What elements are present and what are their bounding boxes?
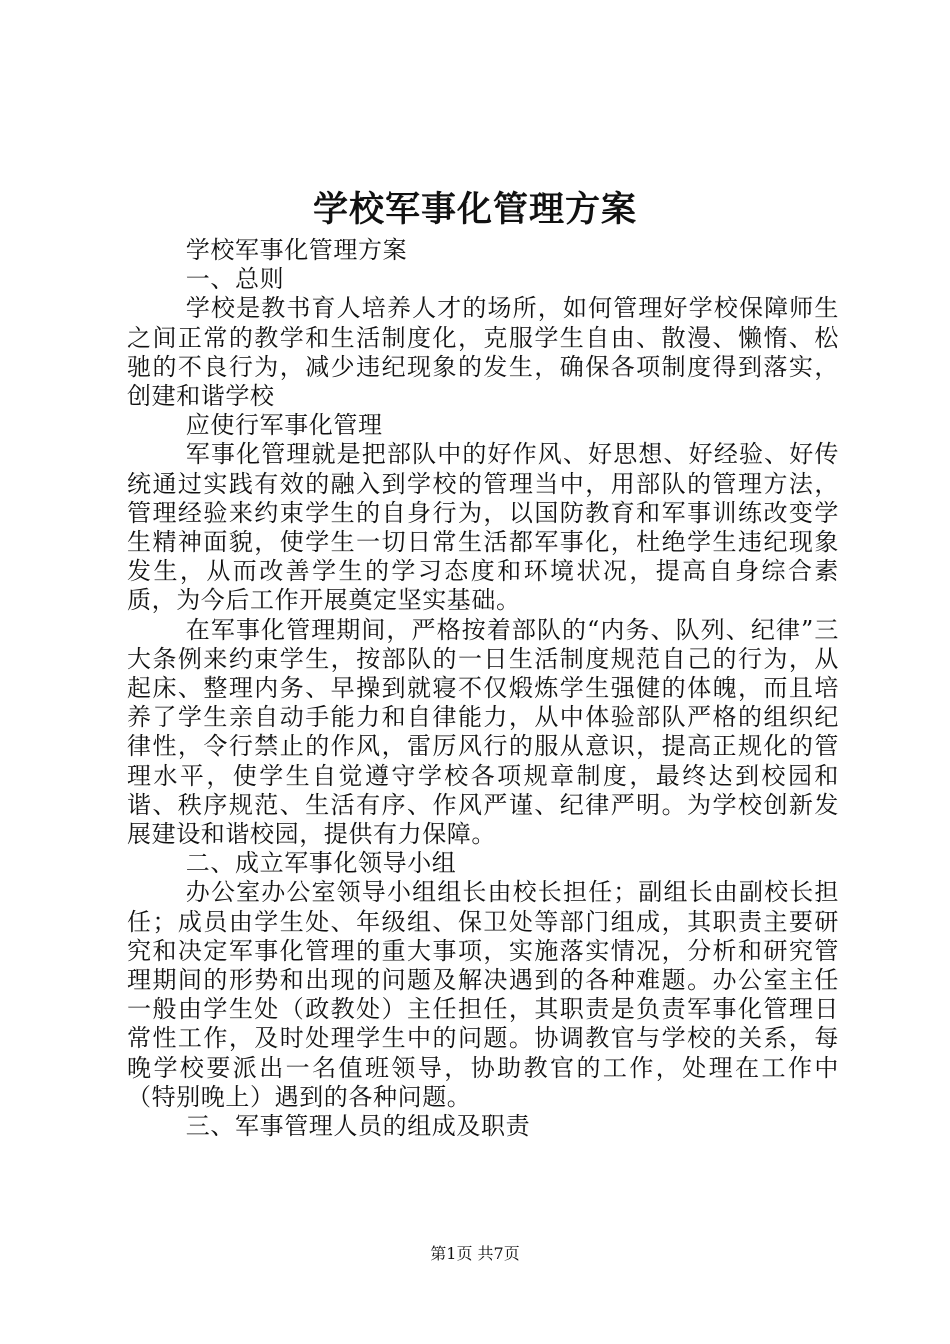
paragraph-doc-name: 学校军事化管理方案 bbox=[185, 236, 408, 264]
document-title: 学校军事化管理方案 bbox=[312, 189, 637, 230]
document-body bbox=[127, 236, 839, 1141]
section-heading-leadership: 二、成立军事化领导小组 bbox=[185, 849, 457, 878]
paragraph-definition: 军事化管理就是把部队中的好作风、好思想、好经验、好传统通过实践有效的融入到学校的管理当中，用部队的管理方法，管理经验来约束学生的自身行为，以国防教育和军事训练改变学生精神面貌，使学生一切日常生活都军事化，杜绝学生违纪现象发生，从而改善学生的学习态度和环境状况，提高自身综合素质，为今后工作开展奠定坚实基础。 bbox=[127, 440, 839, 615]
paragraph-implement: 应使行军事化管理 bbox=[185, 411, 383, 440]
paragraph-period: 在军事化管理期间，严格按着部队的“内务、队列、纪律”三大条例来约束学生，按部队的一日生活制度规范自己的行为，从起床、整理内务、早操到就寝不仅煅炼学生强健的体魄，而且培养了学生亲自动手能力和自律能力，从中体验部队严格的组织纪律性，令行禁止的作风，雷厉风行的服从意识，提高正规化的管理水平，使学生自觉遵守学校各项规章制度，最终达到校园和谐、秩序规范、生活有序、作风严谨、纪律严明。为学校创新发展建设和谐校园，提供有力保障。 bbox=[127, 615, 839, 849]
paragraph-purpose: 学校是教书育人培养人才的场所，如何管理好学校保障师生之间正常的教学和生活制度化，克服学生自由、散漫、懒惰、松驰的不良行为，减少违纪现象的发生，确保各项制度得到落实，创建和谐学校 bbox=[127, 294, 839, 411]
paragraph-leadership: 办公室办公室领导小组组长由校长担任；副组长由副校长担任；成员由学生处、年级组、保卫处等部门组成，其职责主要研究和决定军事化管理的重大事项，实施落实情况，分析和研究管理期间的形势和出现的问题及解决遇到的各种难题。办公室主任一般由学生处（政教处）主任担任，其职责是负责军事化管理日常性工作，及时处理学生中的问题。协调教官与学校的关系，每晚学校要派出一名值班领导，协助教官的工作，处理在工作中（特别晚上）遇到的各种问题。 bbox=[127, 878, 839, 1111]
section-heading-personnel: 三、军事管理人员的组成及职责 bbox=[185, 1112, 531, 1141]
section-heading-general: 一、总则 bbox=[185, 265, 285, 294]
page-footer: 第1页 共7页 bbox=[430, 1244, 520, 1263]
